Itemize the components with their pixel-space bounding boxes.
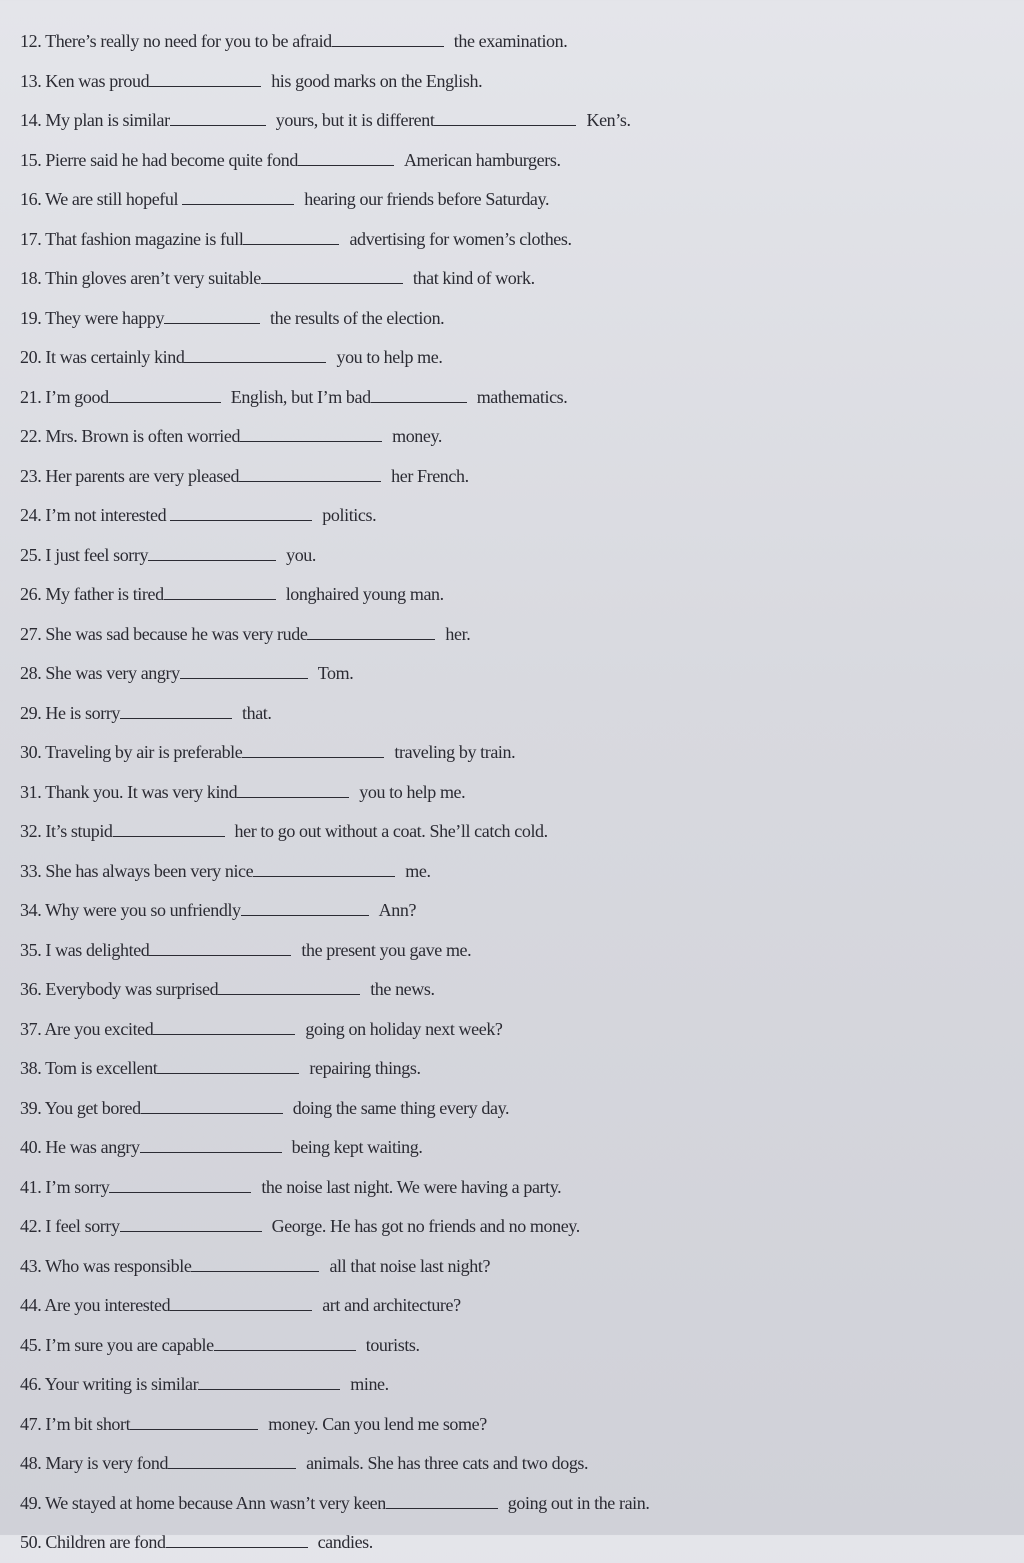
exercise-text-before: Tom is excellent (45, 1058, 158, 1078)
exercise-number: 41. (20, 1176, 42, 1197)
exercise-text-before: They were happy (45, 307, 165, 328)
exercise-number: 27. (20, 623, 42, 644)
exercise-text-after: mine. (350, 1374, 389, 1394)
answer-blank[interactable] (166, 1530, 308, 1548)
exercise-text-after: the present you gave me. (301, 939, 472, 960)
exercise-text-before: Are you excited (44, 1018, 154, 1039)
answer-blank[interactable] (120, 1214, 262, 1232)
exercise-text-before: We stayed at home because Ann wasn’t very keen (45, 1492, 386, 1513)
exercise-text-after: her French. (391, 465, 469, 486)
exercise-text-after: Tom. (317, 663, 354, 683)
exercise-text-before: Children are fond (45, 1532, 166, 1552)
answer-blank[interactable] (242, 740, 384, 758)
exercise-text-after: art and architecture? (322, 1295, 461, 1315)
answer-blank[interactable] (153, 1016, 295, 1034)
exercise-text-after: doing the same thing every day. (292, 1097, 510, 1118)
exercise-text-before: You get bored (44, 1097, 141, 1118)
exercise-36 (20, 970, 1024, 1010)
exercise-number: 25. (20, 544, 42, 565)
exercise-number: 21. (20, 386, 42, 407)
exercise-text-after: you to help me. (336, 347, 443, 367)
exercise-number: 46. (20, 1374, 42, 1394)
exercise-48 (20, 1444, 1024, 1484)
exercise-22 (20, 417, 1024, 457)
exercise-text-before: My father is tired (45, 584, 164, 604)
exercise-50 (20, 1523, 1024, 1563)
exercise-text-after: American hamburgers. (403, 149, 561, 170)
exercise-text-after: tourists. (365, 1334, 420, 1355)
exercise-number: 38. (20, 1058, 42, 1078)
answer-blank[interactable] (241, 898, 369, 916)
exercise-number: 43. (20, 1255, 42, 1276)
exercise-text-after: longhaired young man. (285, 584, 444, 604)
exercise-27 (20, 615, 1024, 655)
exercise-text-middle: English, but I’m bad (230, 386, 371, 407)
answer-blank[interactable] (261, 266, 403, 284)
exercise-text-before: Are you interested (44, 1295, 171, 1315)
exercise-number: 30. (20, 742, 42, 762)
exercise-33 (20, 852, 1024, 892)
exercise-number: 35. (20, 939, 42, 960)
exercise-text-before: He is sorry (45, 702, 121, 723)
exercise-text-before: It was certainly kind (45, 347, 185, 367)
answer-blank[interactable] (157, 1056, 299, 1074)
exercise-text-before: I’m sure you are capable (45, 1334, 214, 1355)
exercise-text-after: that. (242, 702, 272, 723)
exercise-text-before: I’m not interested (45, 505, 167, 525)
answer-blank[interactable] (109, 384, 221, 402)
exercise-number: 14. (20, 110, 42, 130)
exercise-21 (20, 378, 1024, 418)
exercise-text-before: Traveling by air is preferable (45, 742, 243, 762)
exercise-number: 37. (20, 1018, 42, 1039)
exercise-text-before: She has always been very nice (45, 860, 254, 881)
exercise-number: 23. (20, 465, 42, 486)
answer-blank[interactable] (198, 1372, 340, 1390)
exercise-23 (20, 457, 1024, 497)
exercise-number: 39. (20, 1097, 42, 1118)
exercise-text-after: his good marks on the English. (271, 70, 483, 91)
exercise-number: 19. (20, 307, 42, 328)
exercise-40 (20, 1128, 1024, 1168)
answer-blank[interactable] (184, 345, 326, 363)
exercise-text-before: Pierre said he had become quite fond (45, 149, 298, 170)
exercise-number: 31. (20, 781, 42, 802)
exercise-text-middle: yours, but it is different (275, 110, 435, 130)
exercise-32 (20, 812, 1024, 852)
exercise-list (20, 22, 1024, 1563)
exercise-number: 16. (20, 189, 42, 209)
exercise-text-before: I was delighted (45, 939, 150, 960)
exercise-26 (20, 575, 1024, 615)
exercise-25 (20, 536, 1024, 576)
exercise-text-after: you. (286, 544, 316, 565)
exercise-number: 13. (20, 70, 42, 91)
exercise-text-before: I just feel sorry (45, 544, 149, 565)
exercise-text-before: Thank you. It was very kind (45, 781, 238, 802)
answer-blank[interactable] (149, 937, 291, 955)
answer-blank[interactable] (332, 29, 444, 47)
exercise-text-after: money. Can you lend me some? (268, 1413, 487, 1434)
exercise-15 (20, 141, 1024, 181)
exercise-number: 17. (20, 228, 42, 249)
exercise-34 (20, 891, 1024, 931)
exercise-text-before: Thin gloves aren’t very suitable (45, 268, 261, 288)
exercise-number: 18. (20, 268, 42, 288)
exercise-16 (20, 180, 1024, 220)
exercise-text-after: George. He has got no friends and no money. (271, 1216, 580, 1236)
exercise-text-after: her to go out without a coat. She’ll catch cold. (234, 821, 548, 841)
exercise-text-after: being kept waiting. (291, 1137, 423, 1157)
exercise-46 (20, 1365, 1024, 1405)
exercise-number: 33. (20, 860, 42, 881)
exercise-number: 50. (20, 1532, 42, 1552)
exercise-text-after: the examination. (453, 31, 568, 51)
exercise-text-after: going on holiday next week? (305, 1018, 503, 1039)
answer-blank[interactable] (253, 858, 395, 876)
answer-blank[interactable] (243, 226, 339, 244)
exercise-18 (20, 259, 1024, 299)
exercise-text-after: all that noise last night? (329, 1255, 491, 1276)
answer-blank[interactable] (240, 424, 382, 442)
answer-blank[interactable] (141, 1095, 283, 1113)
exercise-number: 26. (20, 584, 42, 604)
exercise-17 (20, 220, 1024, 260)
exercise-text-before: That fashion magazine is full (45, 228, 244, 249)
exercise-number: 29. (20, 702, 42, 723)
exercise-number: 49. (20, 1492, 42, 1513)
exercise-text-after: advertising for women’s clothes. (349, 228, 572, 249)
exercise-text-before: Who was responsible (45, 1255, 192, 1276)
answer-blank[interactable] (237, 779, 349, 797)
exercise-number: 48. (20, 1453, 42, 1473)
answer-blank[interactable] (170, 108, 266, 126)
exercise-text-before: Why were you so unfriendly (45, 900, 241, 920)
answer-blank[interactable] (148, 542, 276, 560)
exercise-text-after: you to help me. (359, 781, 466, 802)
answer-blank[interactable] (218, 977, 360, 995)
exercise-number: 24. (20, 505, 42, 525)
exercise-47 (20, 1405, 1024, 1445)
exercise-text-after: me. (405, 860, 431, 881)
exercise-44 (20, 1286, 1024, 1326)
answer-blank[interactable] (113, 819, 225, 837)
exercise-38 (20, 1049, 1024, 1089)
exercise-number: 45. (20, 1334, 42, 1355)
exercise-number: 42. (20, 1216, 42, 1236)
answer-blank[interactable] (371, 384, 467, 402)
exercise-43 (20, 1247, 1024, 1287)
exercise-text-after: hearing our friends before Saturday. (304, 189, 550, 209)
exercise-text-after: politics. (322, 505, 377, 525)
exercise-number: 12. (20, 31, 42, 51)
answer-blank[interactable] (180, 661, 308, 679)
exercise-45 (20, 1326, 1024, 1366)
exercise-number: 15. (20, 149, 42, 170)
exercise-41 (20, 1168, 1024, 1208)
exercise-text-after: mathematics. (476, 386, 568, 407)
answer-blank[interactable] (164, 305, 260, 323)
exercise-37 (20, 1010, 1024, 1050)
exercise-text-after: the noise last night. We were having a party. (261, 1176, 562, 1197)
exercise-number: 22. (20, 426, 42, 446)
answer-blank[interactable] (140, 1135, 282, 1153)
exercise-19 (20, 299, 1024, 339)
exercise-text-before: We are still hopeful (45, 189, 179, 209)
answer-blank[interactable] (149, 68, 261, 86)
exercise-text-before: He was angry (45, 1137, 140, 1157)
answer-blank[interactable] (109, 1174, 251, 1192)
exercise-text-before: She was very angry (45, 663, 180, 683)
answer-blank[interactable] (170, 503, 312, 521)
answer-blank[interactable] (434, 108, 576, 126)
exercise-number: 40. (20, 1137, 42, 1157)
answer-blank[interactable] (182, 187, 294, 205)
answer-blank[interactable] (307, 621, 435, 639)
exercise-text-after: money. (392, 426, 443, 446)
exercise-number: 44. (20, 1295, 42, 1315)
exercise-number: 32. (20, 821, 42, 841)
answer-blank[interactable] (170, 1293, 312, 1311)
exercise-number: 34. (20, 900, 42, 920)
exercise-text-before: I’m bit short (45, 1413, 131, 1434)
exercise-14 (20, 101, 1024, 141)
exercise-text-after: that kind of work. (412, 268, 535, 288)
answer-blank[interactable] (214, 1332, 356, 1350)
exercise-12 (20, 22, 1024, 62)
exercise-30 (20, 733, 1024, 773)
exercise-31 (20, 773, 1024, 813)
exercise-text-before: My plan is similar (45, 110, 170, 130)
exercise-42 (20, 1207, 1024, 1247)
exercise-text-before: Her parents are very pleased (45, 465, 240, 486)
exercise-text-after: Ken’s. (586, 110, 631, 130)
exercise-text-before: I feel sorry (45, 1216, 120, 1236)
exercise-text-after: her. (445, 623, 471, 644)
exercise-text-after: candies. (317, 1532, 373, 1552)
answer-blank[interactable] (239, 463, 381, 481)
exercise-29 (20, 694, 1024, 734)
exercise-text-after: Ann? (378, 900, 417, 920)
answer-blank[interactable] (120, 700, 232, 718)
exercise-text-before: Mary is very fond (45, 1453, 169, 1473)
exercise-text-after: traveling by train. (394, 742, 516, 762)
answer-blank[interactable] (168, 1451, 296, 1469)
exercise-text-before: I’m good (45, 386, 109, 407)
answer-blank[interactable] (164, 582, 276, 600)
exercise-text-before: It’s stupid (45, 821, 113, 841)
exercise-text-before: There’s really no need for you to be afraid (45, 31, 332, 51)
answer-blank[interactable] (298, 147, 394, 165)
exercise-text-before: I’m sorry (45, 1176, 110, 1197)
exercise-39 (20, 1089, 1024, 1129)
exercise-number: 36. (20, 979, 42, 999)
exercise-text-after: going out in the rain. (507, 1492, 650, 1513)
exercise-number: 20. (20, 347, 42, 367)
exercise-text-before: Your writing is similar (44, 1374, 199, 1394)
answer-blank[interactable] (191, 1253, 319, 1271)
exercise-text-before: Everybody was surprised (45, 979, 219, 999)
exercise-13 (20, 62, 1024, 102)
exercise-text-before: She was sad because he was very rude (45, 623, 308, 644)
exercise-35 (20, 931, 1024, 971)
exercise-number: 47. (20, 1413, 42, 1434)
exercise-text-after: the results of the election. (270, 307, 445, 328)
exercise-text-after: the news. (370, 979, 435, 999)
exercise-text-after: repairing things. (309, 1058, 421, 1078)
answer-blank[interactable] (386, 1490, 498, 1508)
answer-blank[interactable] (130, 1411, 258, 1429)
exercise-49 (20, 1484, 1024, 1524)
exercise-20 (20, 338, 1024, 378)
exercise-text-before: Ken was proud (45, 70, 150, 91)
exercise-28 (20, 654, 1024, 694)
exercise-text-after: animals. She has three cats and two dogs. (306, 1453, 589, 1473)
exercise-24 (20, 496, 1024, 536)
exercise-text-before: Mrs. Brown is often worried (45, 426, 241, 446)
exercise-number: 28. (20, 663, 42, 683)
